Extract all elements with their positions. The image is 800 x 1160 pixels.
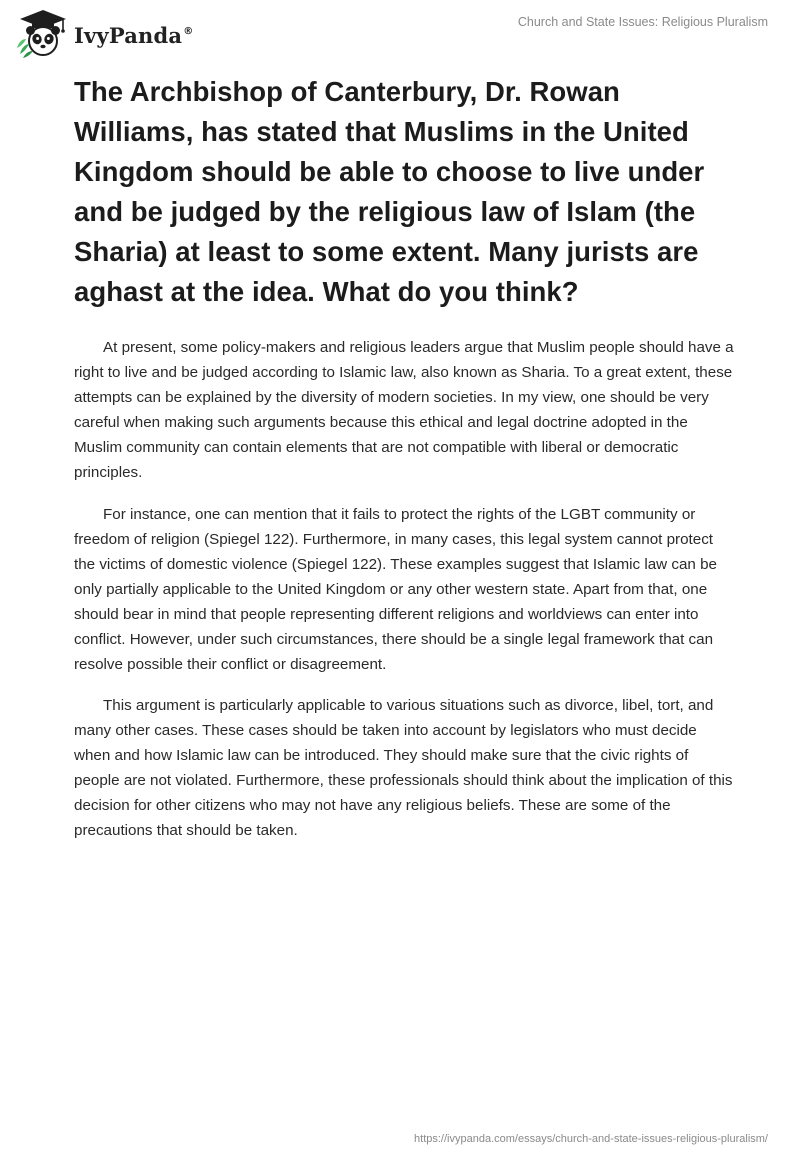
essay-paragraph: At present, some policy-makers and religious leaders argue that Muslim people should have a right to live and be judged according to Islamic law, also known as Sharia. To a great extent, these attempts can be explained by the diversity of modern societies. In my view, one should be very careful when making such arguments because this ethical and legal doctrine adopted in the Muslim community can contain elements that are not compatible with liberal or democratic principles. <box>74 339 734 481</box>
essay-paragraph: For instance, one can mention that it fails to protect the rights of the LGBT community or freedom of religion (Spiegel 122). Furthermore, in many cases, this legal system cannot protect the victims of domestic violence (Spiegel 122). These examples suggest that Islamic law can be only partially applicable to the United Kingdom or any other western state. Apart from that, one should bear in mind that people representing different religions and worldviews can enter into conflict. However, under such circumstances, there should be a single legal framework that can resolve possible their conflict or disagreement. <box>74 505 717 673</box>
registered-mark: ® <box>183 25 194 37</box>
panda-graduate-icon <box>14 8 72 60</box>
brand-name: IvyPanda® <box>74 22 194 48</box>
document-title: Church and State Issues: Religious Pluralism <box>517 15 768 29</box>
essay-content <box>74 72 734 860</box>
essay-paragraph: This argument is particularly applicable to various situations such as divorce, libel, tort, and many other cases. These cases should be taken into account by legislators who must decide when and how Islamic law can be introduced. They should make sure that the civic rights of people are not violated. Furthermore, these professionals should think about the implication of this decision for other citizens who may not have any religious beliefs. These are some of the precautions that should be taken. <box>74 697 733 839</box>
essay-body <box>74 335 734 843</box>
source-url[interactable]: https://ivypanda.com/essays/church-and-state-issues-religious-pluralism/ <box>414 1133 768 1145</box>
ivypanda-logo[interactable] <box>14 8 193 60</box>
essay-title: The Archbishop of Canterbury, Dr. Rowan Williams, has stated that Muslims in the United Kingdom should be able to choose to live under and be judged by the religious law of Islam (the Sharia) at least to some extent. Many jurists are aghast at the idea. What do you think? <box>74 76 705 307</box>
page-header <box>0 0 800 70</box>
